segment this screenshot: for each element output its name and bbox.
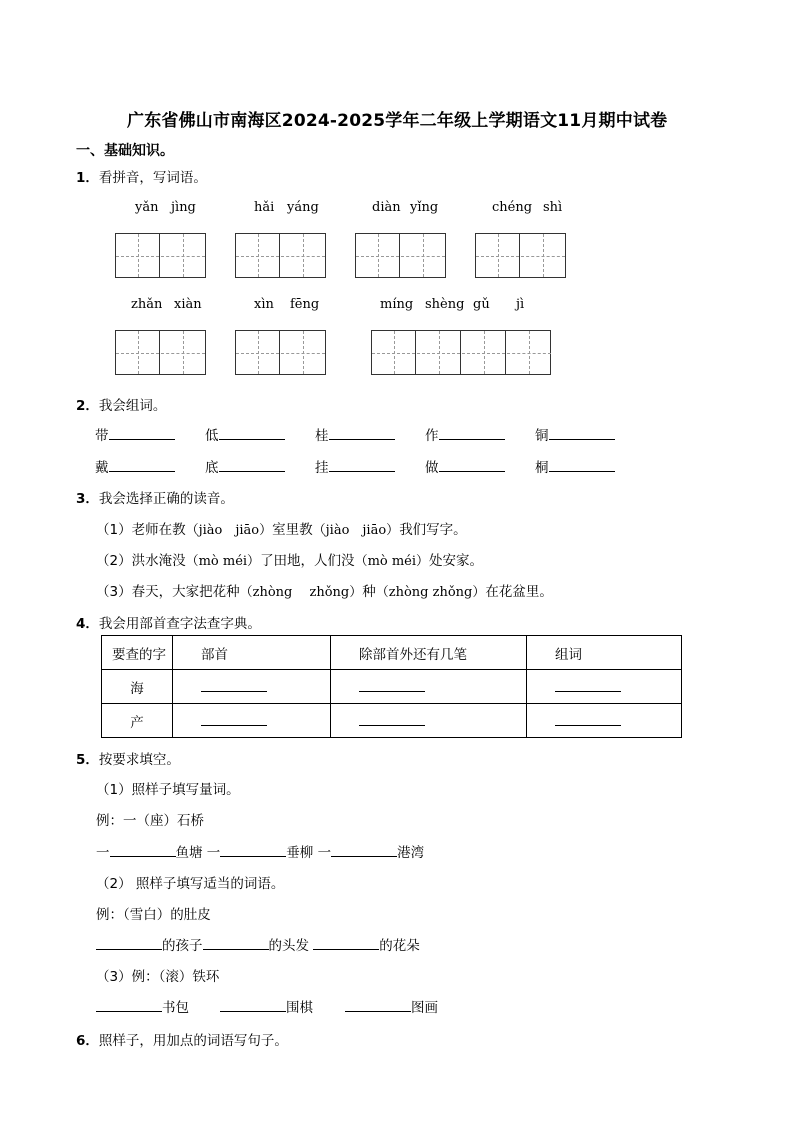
pinyin: jì xyxy=(516,297,525,312)
question-number: 6． xyxy=(76,1033,99,1049)
blank-line[interactable] xyxy=(219,438,285,440)
blank-line[interactable] xyxy=(329,438,395,440)
word-blank[interactable] xyxy=(535,456,615,476)
pinyin: yǐng xyxy=(410,200,439,215)
char: 挂 xyxy=(315,460,329,476)
pinyin: hǎi xyxy=(254,200,275,215)
question-text: 我会组词。 xyxy=(98,398,167,414)
char: 戴 xyxy=(95,460,109,476)
word-blank[interactable] xyxy=(95,424,175,444)
pronunciation-item xyxy=(96,580,553,600)
sentence-part: 在花盆里。 xyxy=(485,584,553,600)
column-header: 组词 xyxy=(527,636,682,670)
sub-question: （3）例：（滚）铁环 xyxy=(96,969,220,985)
char: 桐 xyxy=(535,460,549,476)
char: 桂 xyxy=(315,428,329,444)
blank-line[interactable] xyxy=(555,677,621,692)
question-6 xyxy=(76,1029,288,1049)
text: 垂柳 一 xyxy=(286,845,332,861)
dictionary-table xyxy=(101,635,682,738)
table-row xyxy=(102,704,682,738)
pinyin-choice[interactable]: （jiào jiāo） xyxy=(185,523,273,538)
word-blank[interactable] xyxy=(205,424,285,444)
text: 港湾 xyxy=(397,845,425,861)
pinyin-choice[interactable]: （mò méi） xyxy=(185,554,261,569)
question-text: 按要求填空。 xyxy=(98,752,180,768)
fill-line xyxy=(96,934,420,954)
pinyin: shèng xyxy=(425,297,465,312)
page-title: 广东省佛山市南海区2024-2025学年二年级上学期语文11月期中试卷 xyxy=(127,111,668,131)
text: 一 xyxy=(96,845,110,861)
sub-question: （1）照样子填写量词。 xyxy=(96,782,240,798)
pinyin: míng xyxy=(380,297,414,312)
blank-line[interactable] xyxy=(203,948,269,950)
table-cell[interactable] xyxy=(527,704,682,738)
writing-grid[interactable] xyxy=(115,233,206,278)
pinyin: jìng xyxy=(171,200,196,215)
sentence-part: 处安家。 xyxy=(429,553,484,569)
pronunciation-item xyxy=(96,549,483,569)
sentence-part: （3）春天，大家把花种 xyxy=(96,584,240,600)
char: 作 xyxy=(425,428,439,444)
blank-line[interactable] xyxy=(359,677,425,692)
question-number: 5． xyxy=(76,752,99,768)
question-3 xyxy=(76,487,234,507)
writing-grid[interactable] xyxy=(115,330,206,375)
column-header: 部首 xyxy=(173,636,331,670)
char: 铜 xyxy=(535,428,549,444)
pinyin-choice[interactable]: （jiào jiāo） xyxy=(312,523,400,538)
question-4 xyxy=(76,612,261,632)
word-blank[interactable] xyxy=(205,456,285,476)
pinyin: xiàn xyxy=(174,297,202,312)
table-cell[interactable] xyxy=(173,670,331,704)
example: 例：一（座）石桥 xyxy=(96,813,204,829)
section-1-heading: 一、基础知识。 xyxy=(76,143,174,159)
pinyin: gǔ xyxy=(473,297,490,312)
blank-line[interactable] xyxy=(96,1010,162,1012)
blank-line[interactable] xyxy=(549,470,615,472)
blank-line[interactable] xyxy=(109,438,175,440)
blank-line[interactable] xyxy=(109,470,175,472)
blank-line[interactable] xyxy=(220,855,286,857)
blank-line[interactable] xyxy=(110,855,176,857)
pinyin: yǎn xyxy=(135,200,159,215)
question-number: 2． xyxy=(76,398,99,414)
pinyin: chéng xyxy=(492,200,533,215)
text: 图画 xyxy=(411,1000,438,1016)
sentence-part: 我们写字。 xyxy=(399,522,467,538)
writing-grid[interactable] xyxy=(371,330,551,375)
sentence-part: 了田地，人们没 xyxy=(260,553,355,569)
blank-line[interactable] xyxy=(219,470,285,472)
sentence-part: 室里教 xyxy=(272,522,313,538)
pinyin-choice[interactable]: （zhòng zhǒng） xyxy=(375,585,486,600)
text: 围棋 xyxy=(286,1000,313,1016)
blank-line[interactable] xyxy=(345,1010,411,1012)
blank-line[interactable] xyxy=(549,438,615,440)
table-cell[interactable] xyxy=(173,704,331,738)
question-text: 照样子，用加点的词语写句子。 xyxy=(98,1033,288,1049)
char: 带 xyxy=(95,428,109,444)
column-header: 除部首外还有几笔 xyxy=(331,636,527,670)
writing-grid[interactable] xyxy=(475,233,566,278)
blank-line[interactable] xyxy=(96,948,162,950)
column-header: 要查的字 xyxy=(102,636,173,670)
pinyin: yáng xyxy=(287,200,319,215)
blank-line[interactable] xyxy=(331,855,397,857)
pronunciation-item xyxy=(96,518,467,538)
fill-line xyxy=(96,841,424,861)
text: 的花朵 xyxy=(379,938,420,954)
fill-line xyxy=(96,996,189,1016)
question-text: 我会选择正确的读音。 xyxy=(98,491,234,507)
char: 低 xyxy=(205,428,219,444)
question-text: 我会用部首查字法查字典。 xyxy=(98,616,261,632)
text: 的孩子 xyxy=(162,938,203,954)
sub-question: （2） 照样子填写适当的词语。 xyxy=(96,876,285,892)
blank-line[interactable] xyxy=(313,948,379,950)
table-cell[interactable] xyxy=(331,704,527,738)
pinyin: diàn xyxy=(372,200,401,215)
blank-line[interactable] xyxy=(329,470,395,472)
question-5 xyxy=(76,748,180,768)
writing-grid[interactable] xyxy=(355,233,446,278)
sentence-part: （1）老师在教 xyxy=(96,522,186,538)
sentence-part: （2）洪水淹没 xyxy=(96,553,186,569)
blank-line[interactable] xyxy=(439,438,505,440)
blank-line[interactable] xyxy=(439,470,505,472)
writing-grid[interactable] xyxy=(235,330,326,375)
blank-line[interactable] xyxy=(359,711,425,726)
table-row xyxy=(102,670,682,704)
char: 底 xyxy=(205,460,219,476)
blank-line[interactable] xyxy=(201,677,267,692)
word-blank[interactable] xyxy=(425,456,505,476)
blank-line[interactable] xyxy=(555,711,621,726)
text: 鱼塘 一 xyxy=(175,845,221,861)
question-1 xyxy=(76,166,207,186)
pinyin: fēng xyxy=(290,297,320,312)
word-blank[interactable] xyxy=(535,424,615,444)
char: 做 xyxy=(425,460,439,476)
pinyin: shì xyxy=(543,200,563,215)
pinyin-choice[interactable]: （zhòng zhǒng） xyxy=(239,585,363,600)
table-cell[interactable] xyxy=(331,670,527,704)
question-2 xyxy=(76,394,166,414)
question-text: 看拼音，写词语。 xyxy=(98,170,207,186)
blank-line[interactable] xyxy=(220,1010,286,1012)
word-blank[interactable] xyxy=(95,456,175,476)
word-blank[interactable] xyxy=(425,424,505,444)
example: 例：（雪白）的肚皮 xyxy=(96,907,211,923)
pinyin: zhǎn xyxy=(131,297,163,312)
question-number: 4． xyxy=(76,616,99,632)
table-cell: 产 xyxy=(102,704,173,738)
pinyin-choice[interactable]: （mò méi） xyxy=(354,554,430,569)
fill-line xyxy=(220,996,313,1016)
fill-line xyxy=(345,996,438,1016)
text: 的头发 xyxy=(268,938,309,954)
pinyin: xìn xyxy=(254,297,274,312)
question-number: 3． xyxy=(76,491,99,507)
sentence-part: 种 xyxy=(362,584,376,600)
text: 书包 xyxy=(162,1000,189,1016)
table-cell[interactable] xyxy=(527,670,682,704)
question-number: 1． xyxy=(76,170,99,186)
table-cell: 海 xyxy=(102,670,173,704)
blank-line[interactable] xyxy=(201,711,267,726)
word-blank[interactable] xyxy=(315,456,395,476)
word-blank[interactable] xyxy=(315,424,395,444)
table-header-row xyxy=(102,636,682,670)
writing-grid[interactable] xyxy=(235,233,326,278)
